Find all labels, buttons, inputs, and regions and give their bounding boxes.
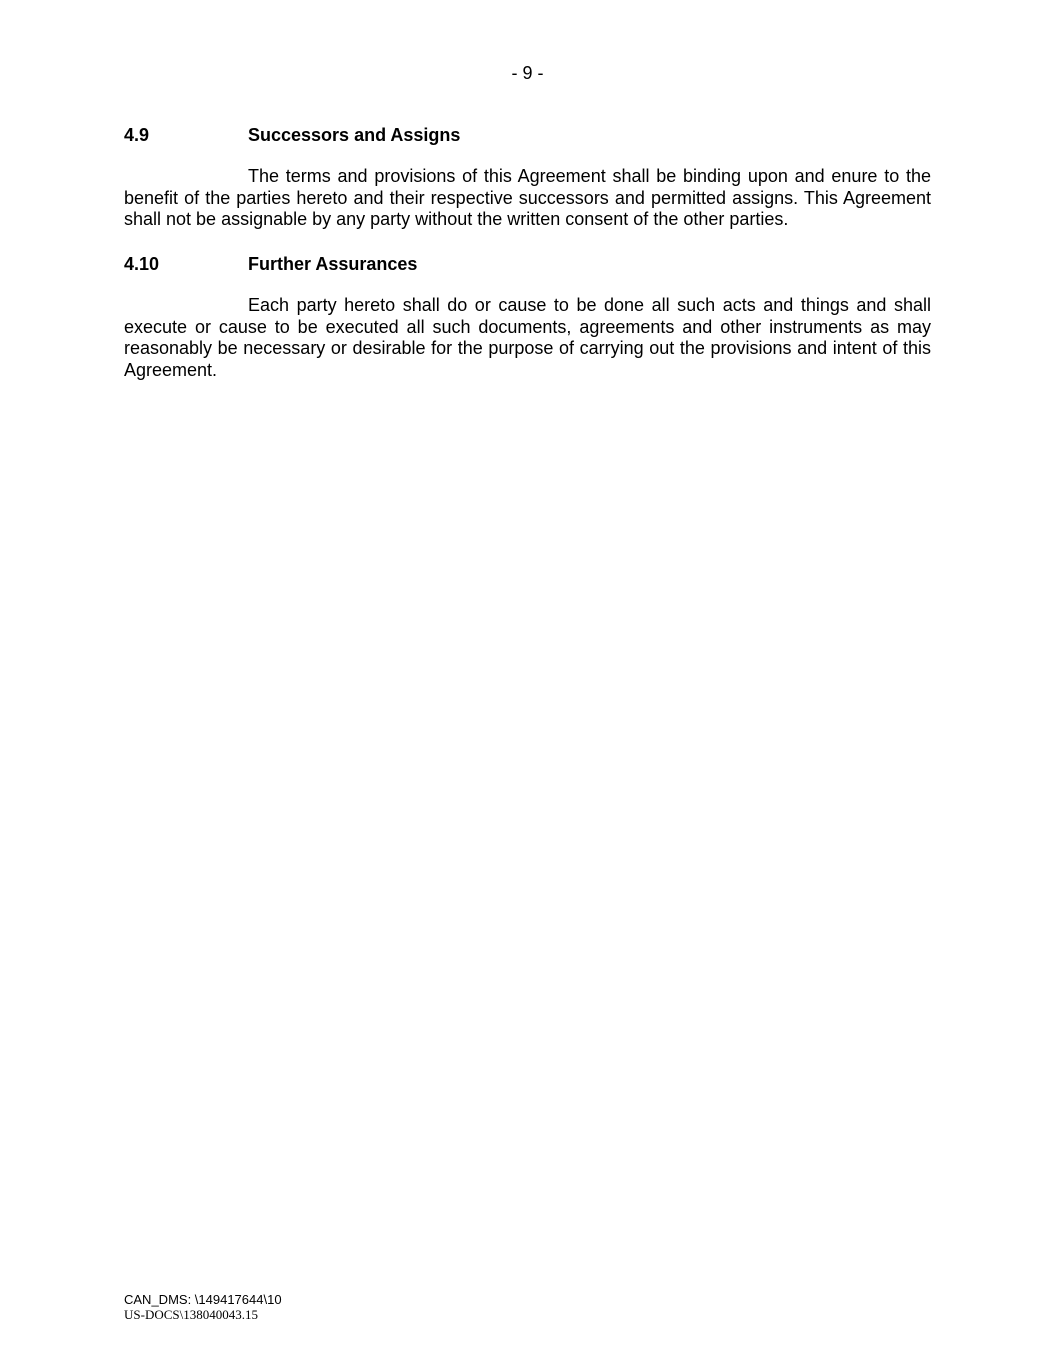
section-title: Successors and Assigns [248,125,461,145]
page-number: - 9 - [511,63,544,83]
section-body: The terms and provisions of this Agreement shall be binding upon and enure to the benefit of the parties hereto and their respective successors and permitted assigns. This Agreement shall not be assignable by any party without the written consent of the other parties. [124,166,931,230]
document-footer [124,1292,282,1322]
section-further-assurances [124,253,931,382]
section-heading [124,253,931,275]
section-number: 4.10 [124,254,160,274]
section-number: 4.9 [124,125,150,145]
footer-doc-id-us: US-DOCS\138040043.15 [124,1307,258,1322]
footer-doc-id-can: CAN_DMS: \149417644\10 [124,1292,282,1307]
section-successors-and-assigns [124,124,931,231]
section-title: Further Assurances [248,254,418,274]
section-body: Each party hereto shall do or cause to be done all such acts and things and shall execute or cause to be executed all such documents, agreements and other instruments as may reasonably be necessary or desirable for the purpose of carrying out the provisions and intent of this Agreement. [124,295,931,381]
section-heading [124,124,931,146]
